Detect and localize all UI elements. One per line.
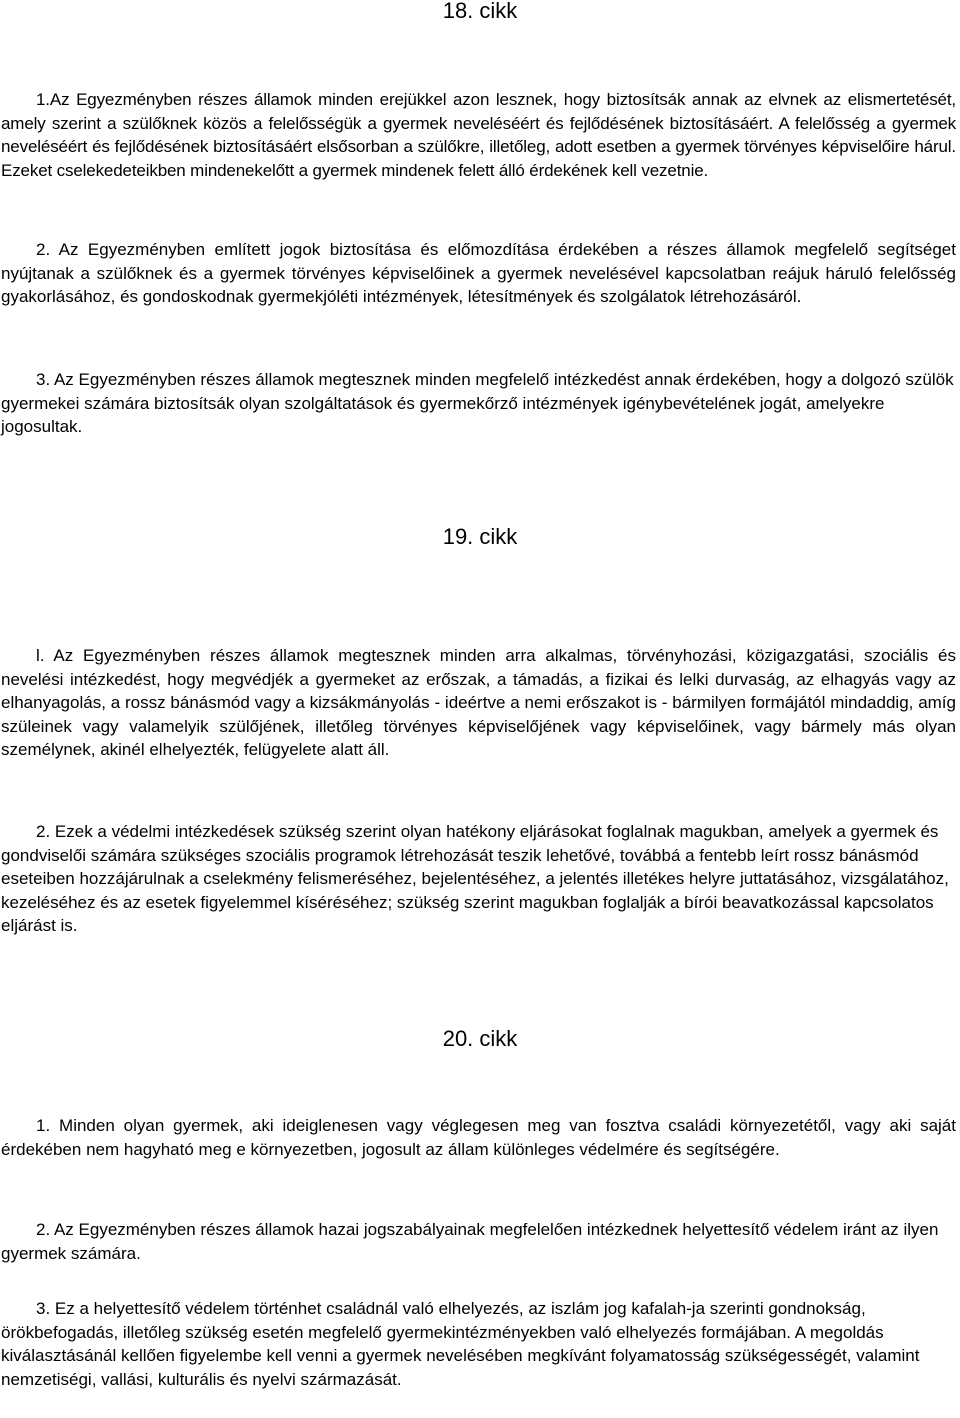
article-18-paragraph-3: 3. Az Egyezményben részes államok megtesznek minden megfelelő intézkedést annak érdekében, hogy a dolgozó szülök gyermekei számára biztosítsák olyan szolgáltatások és gyermekőrző intézmények igénybevételének jogát, amelyekre jogosultak.	[1, 370, 954, 437]
article-20-heading: 20. cikk	[442, 1026, 518, 1051]
article-19-paragraph-2: 2. Ezek a védelmi intézkedések szükség szerint olyan hatékony eljárásokat foglalnak magukban, amelyek a gyermek és gondviselői számára szükséges szociális programok létrehozását teszik lehetővé, továbbá a fentebb leírt rossz bánásmód eseteiben hozzájárulnak a cselekmény felismeréséhez, bejelentéséhez, a jelentés illetékes helyre juttatásához, vizsgálatához, kezeléséhez és az esetek figyelemmel kíséréséhez; szükség szerint magukban foglalják a bírói beavatkozással kapcsolatos eljárást is.	[1, 822, 949, 936]
article-18-paragraph-1: 1.Az Egyezményben részes államok minden erejükkel azon lesznek, hogy biztosítsák annak az elvnek az elismertetését, amely szerint a szülőknek közös a felelősségük a gyermek neveléséért és fejlődésének biztosításáért. A felelősség a gyermek neveléséért és fejlődésének biztosításáért elsősorban a szülőkre, illetőleg, adott esetben a gyermek törvényes képviselőire hárul. Ezeket cselekedeteikben mindenekelőtt a gyermek mindenek felett álló érdekének kell vezetnie.	[1, 90, 956, 180]
article-20-paragraph-1: 1. Minden olyan gyermek, aki ideiglenesen vagy véglegesen meg van fosztva családi környezetétől, vagy aki saját érdekében nem hagyható meg e környezetben, jogosult az állam különleges védelmére és segítségére.	[1, 1116, 956, 1159]
article-20-paragraph-2: 2. Az Egyezményben részes államok hazai jogszabályainak megfelelően intézkednek helyettesítő védelem iránt az ilyen gyermek számára.	[1, 1220, 939, 1263]
article-18-paragraph-2: 2. Az Egyezményben említett jogok biztosítása és előmozdítása érdekében a részes államok megfelelő segítséget nyújtanak a szülőknek és a gyermek törvényes képviselőinek a gyermek nevelésével kapcsolatban reájuk háruló felelősség gyakorlásához, és gondoskodnak gyermekjóléti intézmények, létesítmények és szolgálatok létrehozásáról.	[1, 240, 956, 307]
article-19-paragraph-1: l. Az Egyezményben részes államok megtesznek minden arra alkalmas, törvényhozási, közigazgatási, szociális és nevelési intézkedést, hogy megvédjék a gyermeket az erőszak, a támadás, a fizikai és lelki durvaság, az elhagyás vagy az elhanyagolás, a rossz bánásmód vagy a kizsákmányolás - ideértve a nemi erőszakot is - bármilyen formájától mindaddig, amíg szüleinek vagy valamelyik szülőjének, illetőleg törvényes képviselőjének vagy képviselőinek, vagy bármely más olyan személynek, akinél elhelyezték, felügyelete alatt áll.	[1, 646, 956, 760]
article-20-paragraph-3: 3. Ez a helyettesítő védelem történhet családnál való elhelyezés, az iszlám jog kafalah-ja szerinti gondnokság, örökbefogadás, illetőleg szükség esetén megfelelő gyermekintézményekben való elhelyezés formájában. A megoldás kiválasztásánál kellően figyelembe kell venni a gyermek nevelésében megkívánt folyamatosság szükségességét, valamint nemzetiségi, vallási, kulturális és nyelvi származását.	[1, 1299, 920, 1389]
article-18-heading: 18. cikk	[442, 0, 518, 23]
article-19-heading: 19. cikk	[442, 524, 518, 549]
